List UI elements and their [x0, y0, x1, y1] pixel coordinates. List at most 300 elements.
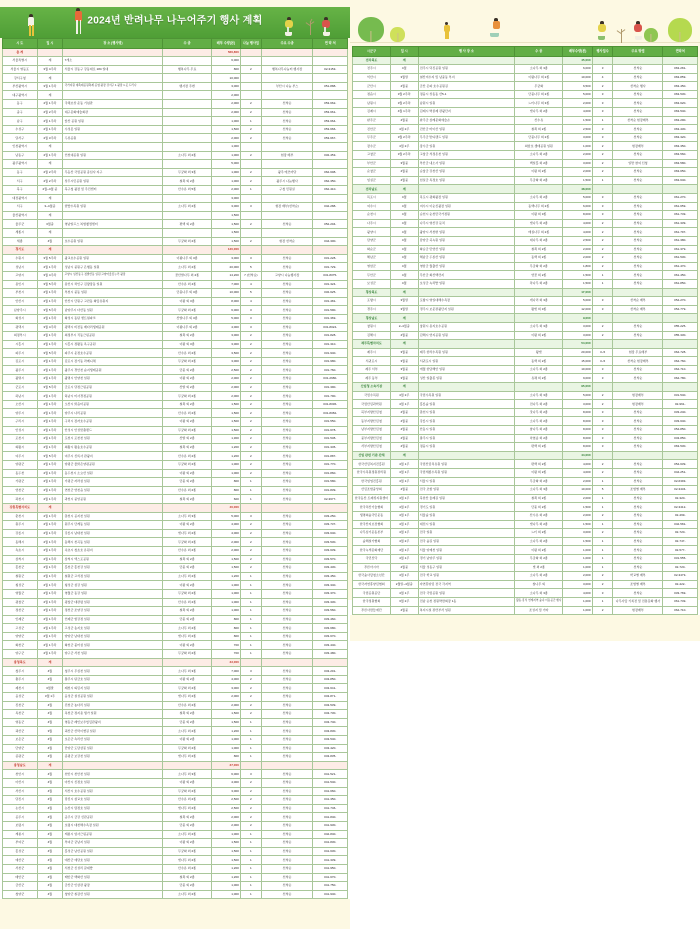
left-cell-r40-c4: 2,000 [211, 392, 240, 401]
left-cell-r60-c6: 선착순 [261, 564, 313, 573]
right-cell-r39-c6: 현장배부 [613, 391, 663, 400]
right-cell-r30-c1: 계 [390, 314, 418, 323]
left-cell-r4-c3: 행사장 주변 [163, 82, 211, 91]
left-cell-r96-c2: 태안군 백화산 일원 [63, 873, 163, 882]
right-cell-r58-c0: 국민신탁 [353, 554, 391, 563]
left-cell-r92-c5: 1 [241, 839, 262, 848]
left-cell-r19-c4: 1,500 [211, 211, 240, 220]
right-cell-r55-c5: 2 [592, 529, 613, 538]
left-cell-r55-c5: 2 [241, 521, 262, 530]
table-row [353, 520, 698, 529]
right-cell-r31-c1: 2~4월중 [390, 322, 418, 331]
right-cell-r51-c0: 한국등산·트레킹지원센터 [353, 494, 391, 503]
right-cell-r54-c6: 선착순 [613, 520, 663, 529]
left-cell-r66-c4: 800 [211, 615, 240, 624]
left-cell-r92-c3: 이팝 외 2종 [163, 839, 211, 848]
right-cell-r9-c2: 무주군 반디랜드 일원 [418, 133, 515, 142]
left-cell-r60-c1: 4월 1주차 [37, 564, 63, 573]
left-cell-r82-c7: 043-835- [313, 753, 348, 762]
left-cell-r56-c1: 4월 1주차 [37, 529, 63, 538]
left-cell-r82-c3: 벚나무 외 2종 [163, 753, 211, 762]
right-cell-r49-c4: 2,000 [563, 477, 592, 486]
left-cell-r67-c1: 4월 1주차 [37, 624, 63, 633]
left-cell-r29-c2: 안산시 단원구 고잔동 화랑유원지 [63, 297, 163, 306]
left-cell-r5-c3 [163, 91, 211, 100]
left-cell-r70-c1: 4월 1주차 [37, 650, 63, 659]
left-cell-r80-c5: 1 [241, 736, 262, 745]
right-cell-r31-c5: 2 [592, 322, 613, 331]
table-row [3, 280, 348, 289]
left-cell-r86-c5: 2 [241, 787, 262, 796]
left-cell-r8-c1: 4월 1주차 [37, 117, 63, 126]
left-cell-r38-c5: 2 [241, 375, 262, 384]
table-row [3, 186, 348, 195]
left-cell-r37-c4: 2,500 [211, 366, 240, 375]
left-cell-r63-c1: 4월 1주차 [37, 589, 63, 598]
right-cell-r0-c7 [663, 56, 698, 65]
right-cell-r60-c2: 전국 학교 일원 [418, 572, 515, 581]
right-cell-r20-c0: 광양시 [353, 228, 391, 237]
left-column-header-3: 수 종 [163, 39, 211, 49]
table-row [3, 744, 348, 753]
left-cell-r46-c0: 의왕시 [3, 443, 38, 452]
right-cell-r58-c5: 1 [592, 554, 613, 563]
table-row [353, 434, 698, 443]
table-row [353, 597, 698, 606]
right-cell-r62-c2: 전국 국립공원 일원 [418, 589, 515, 598]
left-cell-r33-c4: 3,000 [211, 332, 240, 341]
left-cell-r97-c6: 선착순 [261, 882, 313, 891]
left-cell-r68-c2: 양양군 남대천 일원 [63, 632, 163, 641]
table-row [353, 417, 698, 426]
right-cell-r15-c1: 계 [390, 185, 418, 194]
right-cell-r8-c3: 철쭉 외 2종 [515, 125, 563, 134]
right-cell-r4-c0: 정읍시 [353, 90, 391, 99]
left-cell-r57-c7: 033-530- [313, 538, 348, 547]
left-cell-r77-c5: 2 [241, 710, 262, 719]
left-cell-r49-c2: 동두천시 소요산 일원 [63, 469, 163, 478]
right-cell-r20-c7: 061-797- [663, 228, 698, 237]
left-cell-r46-c3: 철쭉 외 2종 [163, 443, 211, 452]
left-cell-r61-c5: 1 [241, 572, 262, 581]
left-cell-r49-c1: 4월 1주차 [37, 469, 63, 478]
right-cell-r40-c7: 02-961- [663, 400, 698, 409]
left-cell-r27-c1: 3월 5주차 [37, 280, 63, 289]
header-row [353, 47, 698, 57]
right-cell-r25-c7: 061-450- [663, 271, 698, 280]
table-row [353, 494, 698, 503]
left-cell-r18-c1: 3~4월중 [37, 203, 63, 212]
table-row [3, 426, 348, 435]
left-cell-r29-c6: 선착순 [261, 297, 313, 306]
right-cell-r8-c1: 4월 2주 [390, 125, 418, 134]
left-cell-r91-c6: 선착순 [261, 830, 313, 839]
right-cell-r64-c6: 현장배부 [613, 606, 663, 615]
left-cell-r24-c7: 031-228- [313, 254, 348, 263]
right-cell-r51-c1: 4월 1주 [390, 494, 418, 503]
event-plan-table-left [2, 38, 348, 899]
left-cell-r71-c0: 충청북도 [3, 658, 38, 667]
right-cell-r31-c2: 창원시 용지호수공원 [418, 322, 515, 331]
left-cell-r16-c2: 북구청 광장 및 주민센터 [63, 186, 163, 195]
left-cell-r21-c4: 1,500 [211, 228, 240, 237]
left-cell-r77-c3: 철쭉 외 2종 [163, 710, 211, 719]
left-cell-r2-c2: 서울시 강동구 강동대로 184 일대 [63, 65, 163, 74]
table-row [353, 90, 698, 99]
left-cell-r87-c3: 산수유 외 2종 [163, 796, 211, 805]
left-cell-r76-c6: 선착순 [261, 701, 313, 710]
left-cell-r34-c4: 3,000 [211, 340, 240, 349]
left-cell-r74-c2: 제천시 의림지 일원 [63, 684, 163, 693]
right-cell-r14-c7: 063-640- [663, 176, 698, 185]
right-cell-r33-c3 [515, 340, 563, 349]
left-cell-r27-c0: 용인시 [3, 280, 38, 289]
right-cell-r33-c7 [663, 340, 698, 349]
left-cell-r20-c7: 052-204- [313, 220, 348, 229]
table-row [3, 882, 348, 891]
right-cell-r28-c4: 5,000 [563, 297, 592, 306]
table-row [353, 408, 698, 417]
left-cell-r62-c0: 횡성군 [3, 581, 38, 590]
right-cell-r3-c2: 군산 은파 호수공원길 [418, 82, 515, 91]
left-cell-r97-c2: 금산군 인삼관 광장 [63, 882, 163, 891]
table-row [3, 736, 348, 745]
left-cell-r83-c2 [63, 761, 163, 770]
right-cell-r58-c1: 4월 1주 [390, 554, 418, 563]
left-cell-r47-c6: 선착순 [261, 452, 313, 461]
left-cell-r41-c6: 선착순 [261, 400, 313, 409]
table-row [3, 168, 348, 177]
left-cell-r54-c2: 춘천시 공지천 일원 [63, 512, 163, 521]
right-cell-r10-c5: 2 [592, 142, 613, 151]
right-cell-r38-c2 [418, 383, 515, 392]
right-column-header-7: 연락처 [663, 47, 698, 57]
left-cell-r47-c4: 1,200 [211, 452, 240, 461]
table-row [3, 194, 348, 203]
right-cell-r9-c0: 무주군 [353, 133, 391, 142]
table-row [353, 211, 698, 220]
right-cell-r60-c6: 학교별 배부 [613, 572, 663, 581]
left-cell-r84-c2: 천안시 천안천 일원 [63, 770, 163, 779]
left-cell-r57-c2: 동해시 천곡동 일원 [63, 538, 163, 547]
right-cell-r39-c5: 2 [592, 391, 613, 400]
right-cell-r41-c6: 선착순 [613, 408, 663, 417]
right-cell-r34-c4: 20,000 [563, 348, 592, 357]
left-cell-r89-c1: 4월 [37, 813, 63, 822]
left-cell-r76-c1: 4월 [37, 701, 63, 710]
left-cell-r74-c1: 3월말 [37, 684, 63, 693]
table-row [3, 91, 348, 100]
left-cell-r73-c4: 4,000 [211, 675, 240, 684]
right-cell-r48-c6: 선착순 [613, 469, 663, 478]
left-cell-r14-c4: 1,000 [211, 168, 240, 177]
table-row [3, 392, 348, 401]
left-cell-r48-c7: 031-770- [313, 461, 348, 470]
left-cell-r23-c0: 경기도 [3, 246, 38, 255]
left-cell-r25-c4: 20,000 [211, 263, 240, 272]
left-cell-r44-c0: 안성시 [3, 426, 38, 435]
left-cell-r75-c2: 음성군 설성공원 일원 [63, 693, 163, 702]
right-cell-r6-c4: 4,000 [563, 108, 592, 117]
left-cell-r26-c0: 고양시 [3, 271, 38, 280]
left-cell-r9-c7: 053-666- [313, 125, 348, 134]
left-cell-r66-c7: 033-460- [313, 615, 348, 624]
left-cell-r19-c5 [241, 211, 262, 220]
section-row [3, 246, 348, 255]
right-cell-r35-c4: 15,000 [563, 357, 592, 366]
left-cell-r90-c0: 보령시 [3, 821, 38, 830]
left-cell-r63-c6: 선착순 [261, 589, 313, 598]
right-cell-r61-c1: 2월말~4월중 [390, 580, 418, 589]
left-cell-r70-c4: 700 [211, 650, 240, 659]
left-cell-r22-c3: 무궁화 외 2종 [163, 237, 211, 246]
right-cell-r60-c7: 02-3473- [663, 572, 698, 581]
left-cell-r35-c1: 3월 5주차 [37, 349, 63, 358]
right-cell-r42-c2: 강릉시 일원 [418, 417, 515, 426]
right-cell-r45-c2: 정읍시 일원 [418, 443, 515, 452]
left-cell-r85-c6: 선착순 [261, 778, 313, 787]
right-cell-r39-c3: 소나무 외 3종 [515, 391, 563, 400]
right-cell-r58-c2: 경기 남양주 일원 [418, 554, 515, 563]
right-cell-r11-c4: 2,000 [563, 151, 592, 160]
right-cell-r12-c7: 063-580- [663, 159, 698, 168]
left-cell-r96-c3: 철쭉 외 2종 [163, 873, 211, 882]
right-table-wrap [350, 46, 700, 615]
left-cell-r25-c7: 031-729- [313, 263, 348, 272]
left-cell-r34-c3: 이팝 외 3종 [163, 340, 211, 349]
right-cell-r52-c4: 1,500 [563, 503, 592, 512]
left-cell-r13-c2 [63, 160, 163, 169]
left-cell-r55-c1: 4월 1주차 [37, 521, 63, 530]
left-cell-r60-c0: 홍천군 [3, 564, 38, 573]
right-cell-r2-c6: 선착순 [613, 73, 663, 82]
left-cell-r16-c3: 산수유 외 5종 [163, 186, 211, 195]
left-cell-r32-c5: 3 [241, 323, 262, 332]
right-cell-r63-c3: 활동·휴식 연계지역 숲속 이동공간 행사 [515, 597, 563, 606]
left-cell-r37-c7: 031-760- [313, 366, 348, 375]
left-cell-r96-c1: 4월 [37, 873, 63, 882]
left-cell-r85-c7: 041-540- [313, 778, 348, 787]
right-column-header-3: 수 종 [515, 47, 563, 57]
left-cell-r40-c5: 2 [241, 392, 262, 401]
table-row [353, 262, 698, 271]
table-row [3, 821, 348, 830]
left-cell-r45-c4: 1,300 [211, 435, 240, 444]
left-cell-r7-c0: 중구 [3, 108, 38, 117]
left-cell-r98-c7: 041-940- [313, 890, 348, 899]
left-cell-r88-c1: 4월 [37, 804, 63, 813]
left-cell-r2-c6: 행복나무나눔터 행사장 [261, 65, 313, 74]
left-cell-r5-c2 [63, 91, 163, 100]
left-cell-r15-c7: 062-350- [313, 177, 348, 186]
left-cell-r88-c3: 벚나무 외 2종 [163, 804, 211, 813]
right-cell-r9-c1: 3월 2주차 [390, 133, 418, 142]
right-cell-r23-c4: 2,000 [563, 254, 592, 263]
left-cell-r74-c4: 3,000 [211, 684, 240, 693]
left-cell-r69-c7: 033-440- [313, 641, 348, 650]
right-column-header-4: 배부수량(본) [563, 47, 592, 57]
left-cell-r78-c2: 영동군 레인보우힐링관광지 [63, 718, 163, 727]
left-cell-r43-c4: 1,500 [211, 418, 240, 427]
right-cell-r46-c4: 44,000 [563, 451, 592, 460]
right-cell-r26-c0: 보성군 [353, 279, 391, 288]
right-cell-r12-c3: 백일홍 외 2종 [515, 159, 563, 168]
left-cell-r1-c7 [313, 57, 348, 66]
left-cell-r33-c3: 철쭉 외 2종 [163, 332, 211, 341]
left-cell-r43-c2: 구리시 장자호수공원 [63, 418, 163, 427]
left-cell-r95-c7: 041-950- [313, 864, 348, 873]
left-cell-r93-c2: 홍성군 남산공원 일원 [63, 847, 163, 856]
left-cell-r34-c7: 031-310- [313, 340, 348, 349]
left-cell-r94-c7: 041-339- [313, 856, 348, 865]
left-cell-r8-c5: 1 [241, 117, 262, 126]
left-cell-r92-c1: 4월 [37, 839, 63, 848]
right-cell-r28-c5: 3 [592, 297, 613, 306]
right-cell-r5-c7: 063-620- [663, 99, 698, 108]
right-cell-r53-c6: 선착순 [613, 511, 663, 520]
left-cell-r31-c7: 031-369- [313, 314, 348, 323]
right-cell-r24-c3: 무궁화 외 2종 [515, 262, 563, 271]
left-cell-r91-c0: 계룡시 [3, 830, 38, 839]
right-cell-r43-c4: 8,000 [563, 426, 592, 435]
left-cell-r12-c6: 현장 배부 [261, 151, 313, 160]
right-cell-r31-c6: 선착순 [613, 322, 663, 331]
left-cell-r42-c4: 1,500 [211, 409, 240, 418]
left-cell-r85-c4: 4,000 [211, 778, 240, 787]
left-cell-r37-c0: 광주시 [3, 366, 38, 375]
right-cell-r37-c7: 064-780- [663, 374, 698, 383]
left-cell-r91-c2: 계룡시 엄사근린공원 [63, 830, 163, 839]
left-cell-r90-c4: 2,000 [211, 821, 240, 830]
left-cell-r40-c3: 무궁화 외 2종 [163, 392, 211, 401]
left-cell-r86-c4: 3,000 [211, 787, 240, 796]
left-cell-r56-c5: 2 [241, 529, 262, 538]
left-cell-r84-c7: 041-521- [313, 770, 348, 779]
table-row [3, 555, 348, 564]
left-cell-r69-c6: 선착순 [261, 641, 313, 650]
right-cell-r10-c7: 063-350- [663, 142, 698, 151]
left-cell-r88-c6: 선착순 [261, 804, 313, 813]
left-cell-r39-c7: 031-390- [313, 383, 348, 392]
left-cell-r68-c5: 1 [241, 632, 262, 641]
right-cell-r63-c5: 1 [592, 597, 613, 606]
right-cell-r33-c0: 제주특별자치도 [353, 340, 391, 349]
left-cell-r98-c5: 1 [241, 890, 262, 899]
left-cell-r62-c2: 횡성군 섬강 일원 [63, 581, 163, 590]
right-cell-r42-c5: 3 [592, 417, 613, 426]
left-cell-r10-c6: 선착순 [261, 134, 313, 143]
right-cell-r26-c4: 1,500 [563, 279, 592, 288]
left-cell-r98-c0: 청양군 [3, 890, 38, 899]
table-row [3, 890, 348, 899]
right-cell-r47-c5: 2 [592, 460, 613, 469]
left-cell-r73-c6: 선착순 [261, 675, 313, 684]
left-cell-r38-c1: 4월 1주차 [37, 375, 63, 384]
left-cell-r29-c7: 031-481- [313, 297, 348, 306]
right-cell-r5-c3: 느티나무 외 3종 [515, 99, 563, 108]
right-cell-r17-c3: 동백나무 외 2종 [515, 202, 563, 211]
left-cell-r33-c0: 의정부시 [3, 332, 38, 341]
table-row [353, 331, 698, 340]
table-row [3, 297, 348, 306]
right-cell-r61-c2: 자연휴양림 전국 각지역 [418, 580, 515, 589]
left-cell-r11-c4: 1,000 [211, 143, 240, 152]
right-cell-r42-c4: 8,000 [563, 417, 592, 426]
left-cell-r60-c3: 단풍 외 2종 [163, 564, 211, 573]
right-cell-r37-c3: 유채 외 2종 [515, 374, 563, 383]
right-cell-r12-c5: 2 [592, 159, 613, 168]
left-cell-r18-c5: 3 [241, 203, 262, 212]
left-cell-r69-c0: 화천군 [3, 641, 38, 650]
left-cell-r92-c2: 부여군 궁남지 일원 [63, 839, 163, 848]
table-row [353, 503, 698, 512]
table-row [3, 366, 348, 375]
right-cell-r3-c6: 선착순 행사 [613, 82, 663, 91]
left-cell-r13-c3 [163, 160, 211, 169]
left-cell-r4-c4: 3,000 [211, 82, 240, 91]
left-cell-r11-c3 [163, 143, 211, 152]
left-cell-r91-c5: 1 [241, 830, 262, 839]
right-cell-r1-c7: 063-281- [663, 65, 698, 74]
right-cell-r37-c5: 3 [592, 374, 613, 383]
left-cell-r46-c6: 선착순 [261, 443, 313, 452]
table-row [353, 537, 698, 546]
left-cell-r71-c6 [261, 658, 313, 667]
left-cell-r28-c2: 부천시 중동 일원 [63, 289, 163, 298]
right-cell-r32-c7: 055-330- [663, 331, 698, 340]
left-cell-r26-c2: 고양시 일산동구 정발산동 일원 고양어울림누리 광장 [63, 271, 163, 280]
left-cell-r29-c3: 이팝 외 3종 [163, 297, 211, 306]
left-cell-r68-c3: 벚나무 외 2종 [163, 632, 211, 641]
right-cell-r22-c0: 화순군 [353, 245, 391, 254]
left-cell-r7-c6: 선착순 [261, 108, 313, 117]
table-row [3, 271, 348, 280]
right-cell-r3-c1: 4월중 [390, 82, 418, 91]
right-cell-r32-c0: 김해시 [353, 331, 391, 340]
left-cell-r48-c4: 1,000 [211, 461, 240, 470]
right-cell-r27-c0: 경상북도 [353, 288, 391, 297]
right-cell-r28-c6: 선착순 배부 [613, 297, 663, 306]
right-table-head [353, 47, 698, 57]
left-cell-r29-c0: 안산시 [3, 297, 38, 306]
left-cell-r83-c3 [163, 761, 211, 770]
table-row [3, 237, 348, 246]
left-cell-r67-c4: 800 [211, 624, 240, 633]
left-cell-r58-c3: 산수유 외 2종 [163, 546, 211, 555]
right-cell-r16-c3: 소나무 외 2종 [515, 194, 563, 203]
left-cell-r48-c5: 2 [241, 461, 262, 470]
table-row [353, 279, 698, 288]
right-cell-r50-c0: 산림조합중앙회 [353, 486, 391, 495]
left-cell-r2-c1: 3월 4주차 [37, 65, 63, 74]
right-cell-r57-c7: 02-577- [663, 546, 698, 555]
left-cell-r68-c7: 033-670- [313, 632, 348, 641]
header-row [3, 39, 348, 49]
table-row [353, 142, 698, 151]
right-cell-r7-c1: 4월중 [390, 116, 418, 125]
left-cell-r76-c5: 2 [241, 701, 262, 710]
table-row [353, 374, 698, 383]
left-cell-r79-c4: 1,200 [211, 727, 240, 736]
left-cell-r33-c6: 선착순 [261, 332, 313, 341]
right-cell-r30-c6 [613, 314, 663, 323]
left-cell-r62-c6: 선착순 [261, 581, 313, 590]
left-cell-r95-c6: 선착순 [261, 864, 313, 873]
table-row [353, 305, 698, 314]
table-row [3, 675, 348, 684]
left-cell-r73-c0: 충주시 [3, 675, 38, 684]
left-cell-r1-c6 [261, 57, 313, 66]
